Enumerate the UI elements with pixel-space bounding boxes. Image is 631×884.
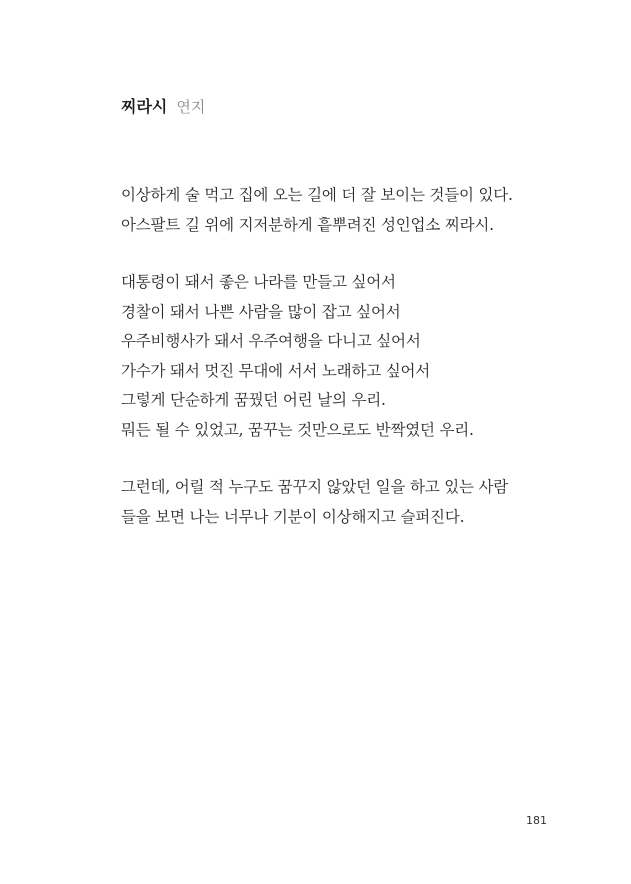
text-line: 아스팔트 길 위에 지저분하게 흩뿌려진 성인업소 찌라시. [121, 215, 494, 234]
text-line: 대통령이 돼서 좋은 나라를 만들고 싶어서 [121, 273, 396, 291]
text-line: 가수가 돼서 멋진 무대에 서서 노래하고 싶어서 [121, 361, 431, 380]
page-number: 181 [526, 814, 547, 827]
body-text [121, 181, 571, 560]
text-line: 이상하게 술 먹고 집에 오는 길에 더 잘 보이는 것들이 있다. [121, 186, 513, 204]
author-name: 연지 [176, 98, 206, 116]
paragraph [121, 473, 571, 532]
paragraph [121, 181, 571, 240]
title-line [121, 94, 205, 117]
text-line: 뭐든 될 수 있었고, 꿈꾸는 것만으로도 반짝였던 우리. [121, 420, 474, 439]
text-line: 경찰이 돼서 나쁜 사람을 많이 잡고 싶어서 [121, 302, 401, 321]
text-line: 우주비행사가 돼서 우주여행을 다니고 싶어서 [121, 332, 421, 350]
text-line: 그런데, 어릴 적 누구도 꿈꾸지 않았던 일을 하고 있는 사람 [121, 478, 509, 496]
paragraph [121, 268, 571, 445]
text-line: 그렇게 단순하게 꿈꿨던 어린 날의 우리. [121, 391, 386, 409]
page-title: 찌라시 [121, 97, 168, 116]
text-line: 들을 보면 나는 너무나 기분이 이상해지고 슬퍼진다. [121, 507, 465, 526]
